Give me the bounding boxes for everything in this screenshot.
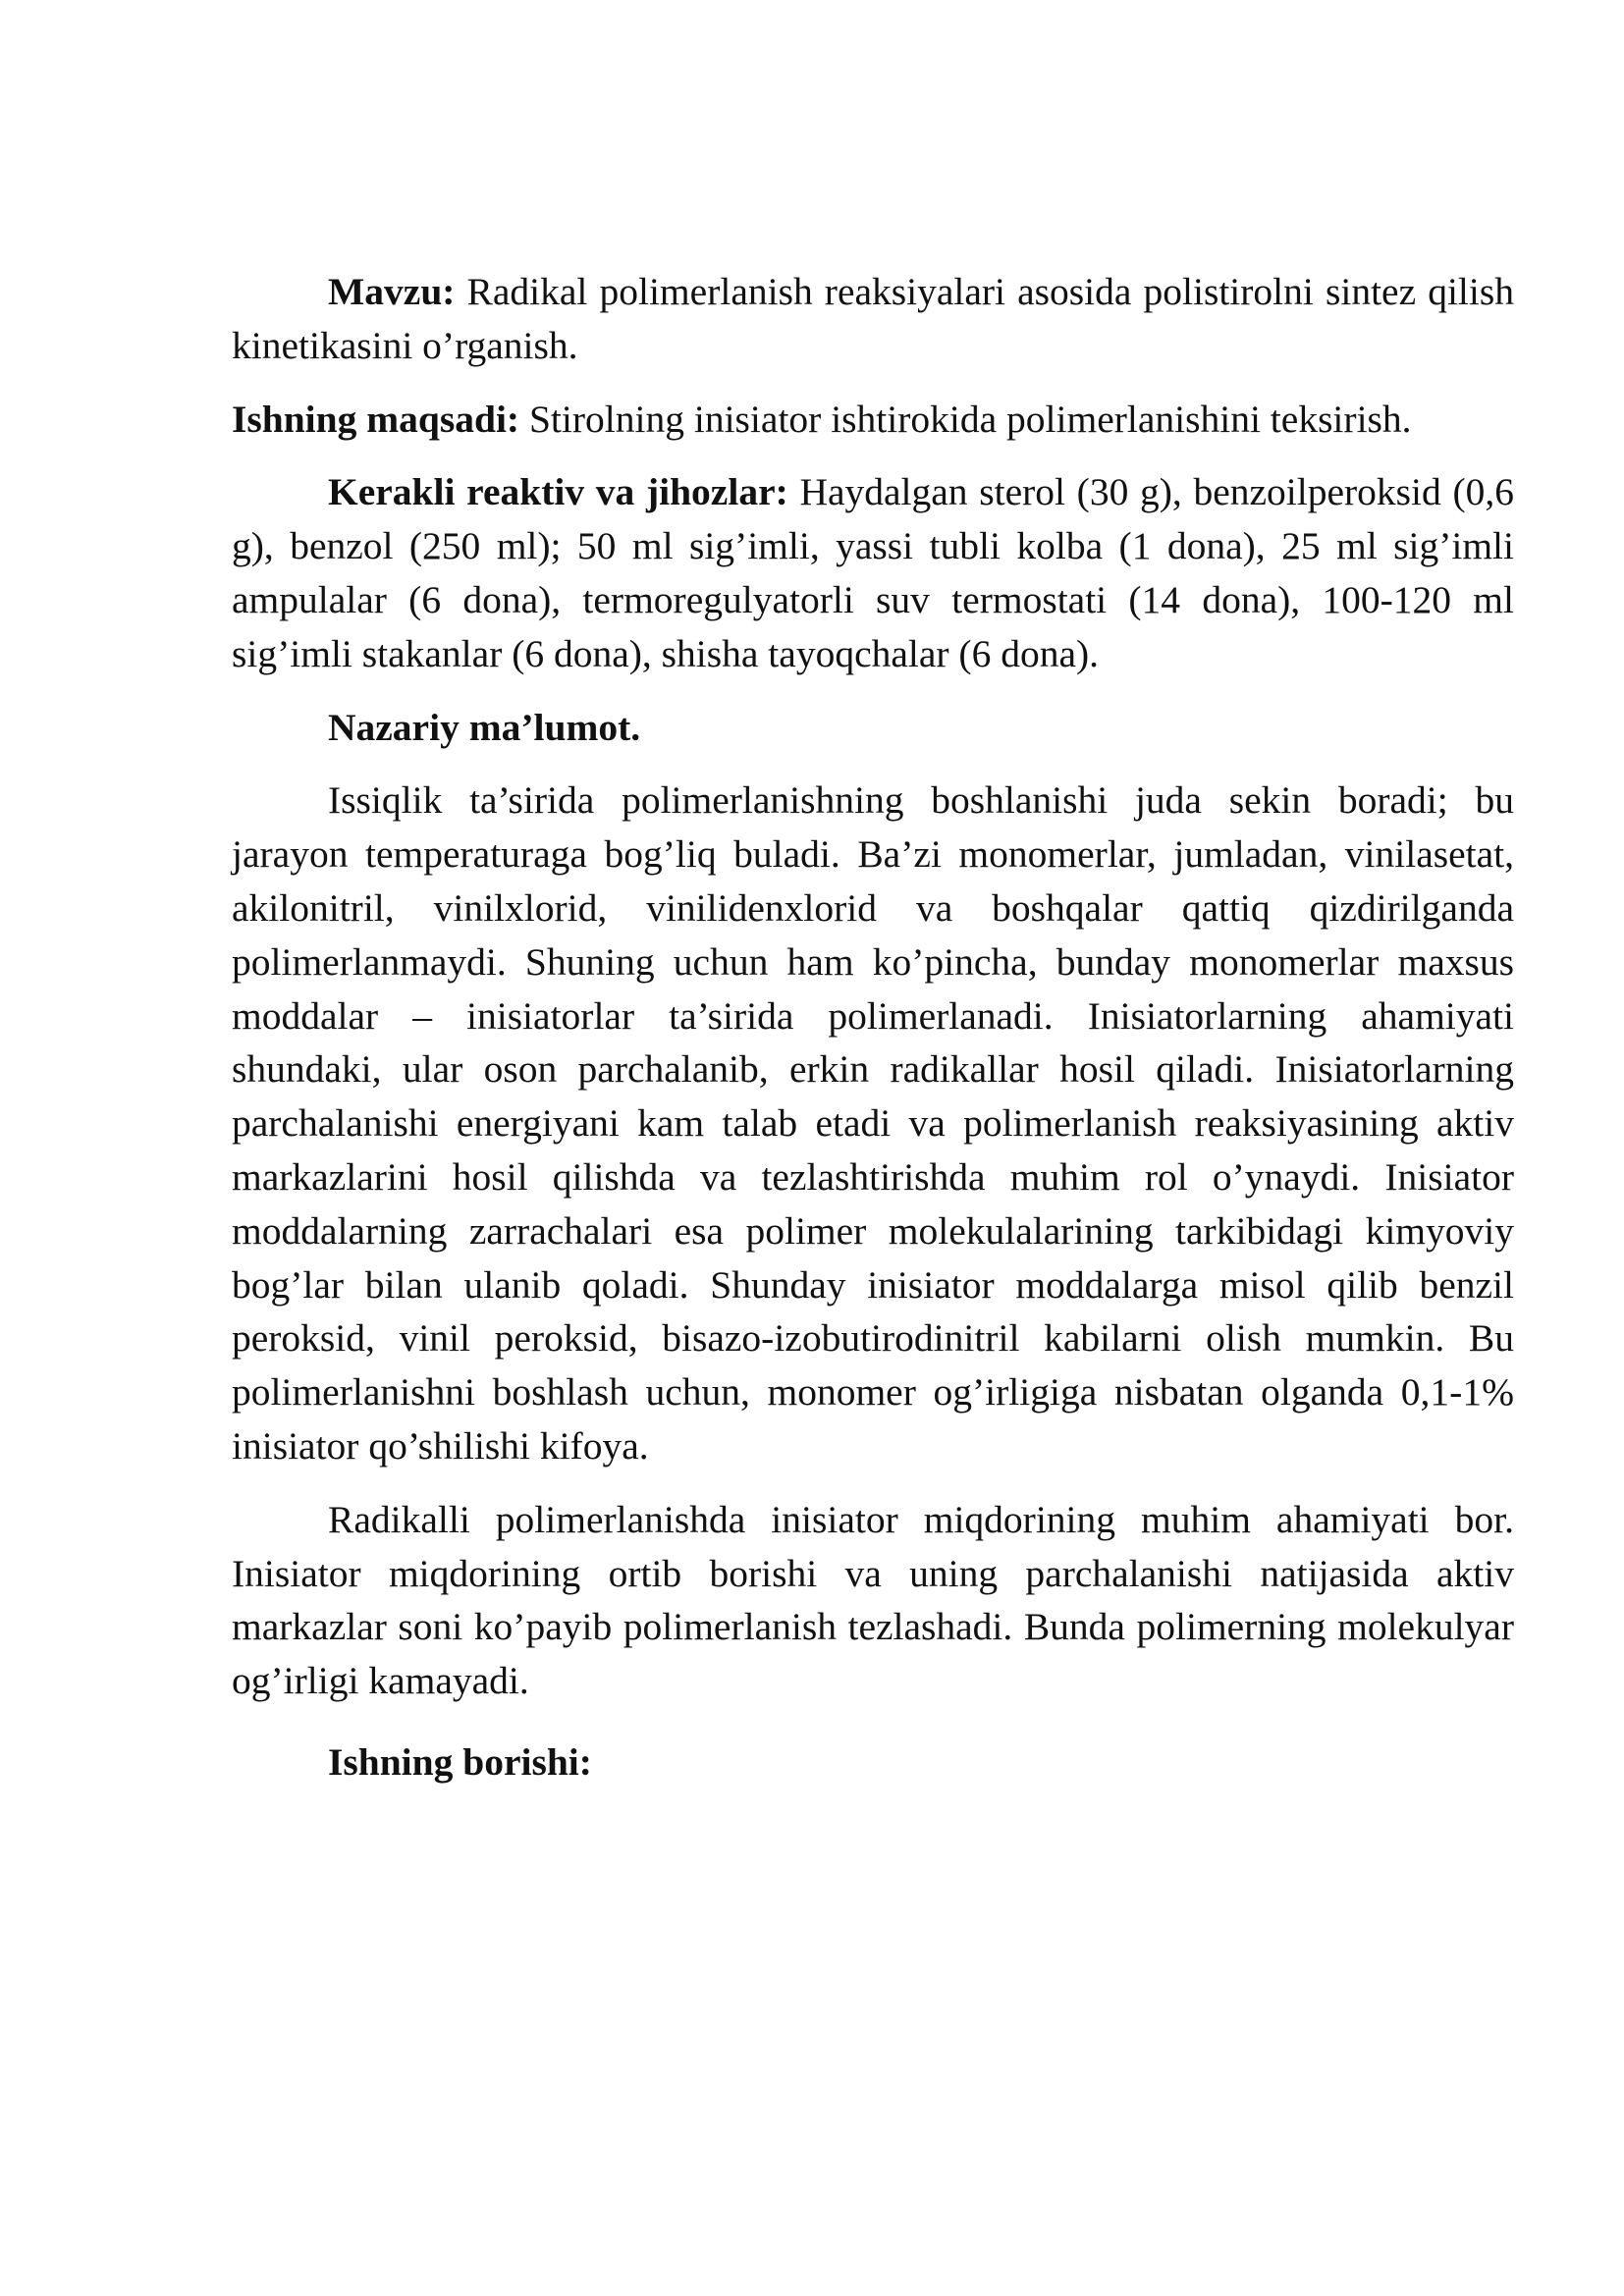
materials-label: Kerakli reaktiv va jihozlar: [328,470,788,514]
procedure-heading: Ishning borishi: [328,1739,592,1784]
theory-heading: Nazariy ma’lumot. [328,705,641,749]
goal-paragraph [232,393,1514,447]
goal-label: Ishning maqsadi: [232,397,520,441]
goal-text: Stirolning inisiator ishtirokida polimerlanishini teksirish. [519,397,1412,441]
document-page [232,265,1514,1789]
materials-text: Haydalgan sterol (30 g), benzoilperoksid (0,6 g), benzol (250 ml); 50 ml sig’imli, yassi tubli kolba (1 dona), 25 ml sig’imli ampulalar (6 dona), termoregulyatorli suv termostati (14 dona), 100-120 ml sig’imli stakanlar (6 dona), shisha tayoqchalar (6 dona). [232,470,1514,675]
topic-text: Radikal polimerlanish reaksiyalari asosida polistirolni sintez qilish kinetikasini o’rganish. [232,270,1514,367]
topic-paragraph [232,265,1514,373]
theory-paragraph-1: Issiqlik ta’sirida polimerlanishning boshlanishi juda sekin boradi; bu jarayon temperaturaga bog’liq buladi. Ba’zi monomerlar, jumladan, vinilasetat, akilonitril, vinilxlorid, vinilidenxlorid va boshqalar qattiq qizdirilganda polimerlanmaydi. Shuning uchun ham ko’pincha, bunday monomerlar maxsus moddalar – inisiatorlar ta’sirida polimerlanadi. Inisiatorlarning ahamiyati shundaki, ular oson parchalanib, erkin radikallar hosil qiladi. Inisiatorlarning parchalanishi energiyani kam talab etadi va polimerlanish reaksiyasining aktiv markazlarini hosil qilishda va tezlashtirishda muhim rol o’ynaydi. Inisiator moddalarning zarrachalari esa polimer molekulalarining tarkibidagi kimyoviy bog’lar bilan ulanib qoladi. Shunday inisiator moddalarga misol qilib benzil peroksid, vinil peroksid, bisazo-izobutirodinitril kabilarni olish mumkin. Bu polimerlanishni boshlash uchun, monomer og’irligiga nisbatan olganda 0,1-1% inisiator qo’shilishi kifoya. [232,778,1514,1468]
topic-label: Mavzu: [328,270,456,313]
materials-paragraph [232,465,1514,680]
theory-paragraph-2: Radikalli polimerlanishda inisiator miqdorining muhim ahamiyati bor. Inisiator miqdorining ortib borishi va uning parchalanishi natijasida aktiv markazlar soni ko’payib polimerlanish tezlashadi. Bunda polimerning molekulyar og’irligi kamayadi. [232,1497,1514,1703]
